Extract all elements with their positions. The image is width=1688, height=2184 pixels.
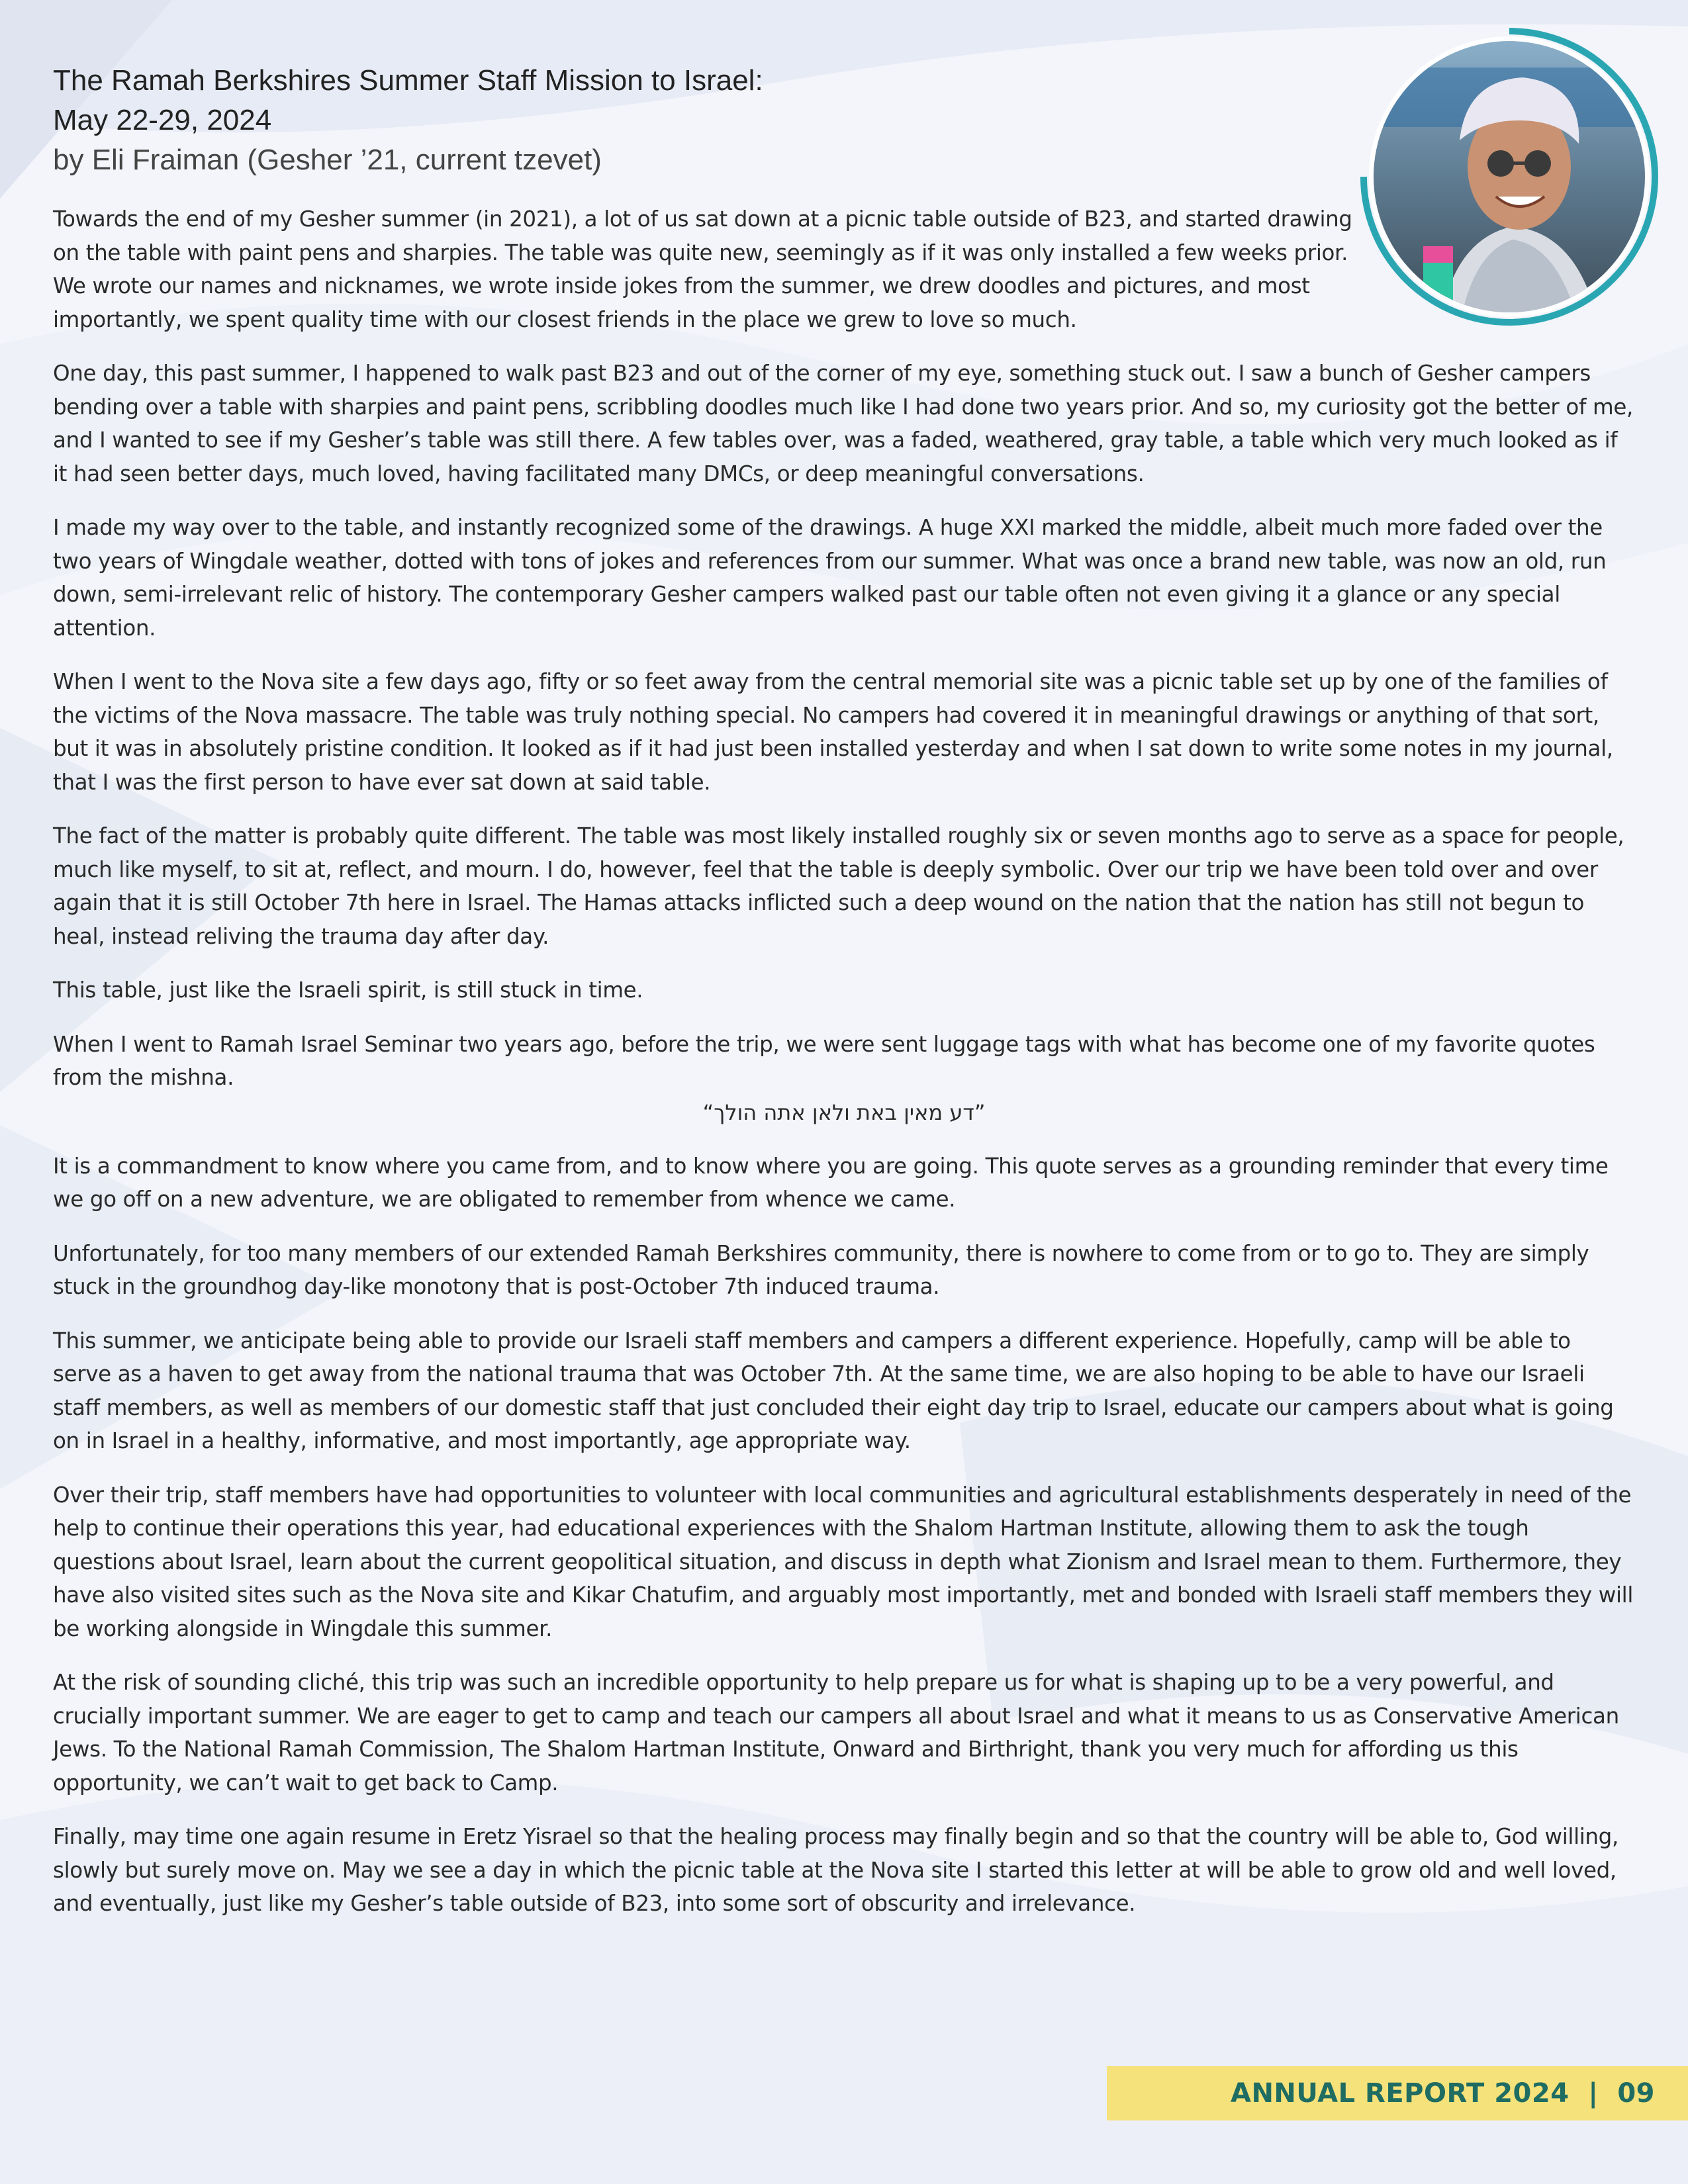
paragraph-1: Towards the end of my Gesher summer (in 2021), a lot of us sat down at a picnic table outside of B23, and started drawing on the table with paint pens and sharpies. The table was quite new, seemingly as if it was only installed a few weeks prior. We wrote our names and nicknames, we wrote inside jokes from the summer, we drew doodles and pictures, and most importantly, we spent quality time with our closest friends in the place we grew to love so much. (53, 206, 1352, 332)
footer-bar (1107, 2066, 1688, 2120)
paragraph-2: One day, this past summer, I happened to walk past B23 and out of the corner of my eye, something stuck out. I saw a bunch of Gesher campers bending over a table with sharpies and paint pens, scribbling doodles much like I had done two years prior. And so, my curiosity got the better of me, and I wanted to see if my Gesher’s table was still there. A few tables over, was a faded, weathered, gray table, a table which very much looked as if it had seen better days, much loved, having facilitated many DMCs, or deep meaningful conversations. (53, 361, 1633, 486)
paragraph-10: This summer, we anticipate being able to provide our Israeli staff members and campers a different experience. Hopefully, camp will be able to serve as a haven to get away from the national trauma that was October 7th. At the same time, we are also hoping to be able to have our Israeli staff members, as well as members of our domestic staff that just concluded their eight day trip to Israel, educate our campers about what is going on in Israel in a healthy, informative, and most importantly, age appropriate way. (53, 1328, 1614, 1453)
paragraph-11: Over their trip, staff members have had opportunities to volunteer with local communities and agricultural establishments desperately in need of the help to continue their operations this year, had educational experiences with the Shalom Hartman Institute, allowing them to ask the tough questions about Israel, learn about the current geopolitical situation, and discuss in depth what Zionism and Israel mean to them. Furthermore, they have also visited sites such as the Nova site and Kikar Chatufim, and arguably most importantly, met and bonded with Israeli staff members they will be working alongside in Wingdale this summer. (53, 1482, 1634, 1641)
paragraph-3: I made my way over to the table, and instantly recognized some of the drawings. A huge XXI marked the middle, albeit much more faded over the two years of Wingdale weather, dotted with tons of jokes and references from our summer. What was once a brand new table, was now an old, run down, semi-irrelevant relic of history. The contemporary Gesher campers walked past our table often not even giving it a glance or any special attention. (53, 515, 1607, 641)
paragraph-12: At the risk of sounding cliché, this trip was such an incredible opportunity to help prepare us for what is shaping up to be a very powerful, and crucially important summer. We are eager to get to camp and teach our campers all about Israel and what it means to us as Conservative American Jews. To the National Ramah Commission, The Shalom Hartman Institute, Onward and Birthright, thank you very much for affording us this opportunity, we can’t wait to get back to Camp. (53, 1670, 1619, 1796)
author-photo (1360, 28, 1658, 326)
paragraph-4: When I went to the Nova site a few days ago, fifty or so feet away from the central memorial site was a picnic table set up by one of the families of the victims of the Nova massacre. The table was truly nothing special. No campers had covered it in meaningful drawings or anything of that sort, but it was in absolutely pristine condition. It looked as if it had just been installed yesterday and when I sat down to write some notes in my journal, that I was the first person to have ever sat down at said table. (53, 669, 1613, 795)
author-byline: by Eli Fraiman (Gesher ’21, current tzevet) (53, 144, 602, 176)
paragraph-5: The fact of the matter is probably quite different. The table was most likely installed roughly six or seven months ago to serve as a space for people, much like myself, to sit at, reflect, and mourn. I do, however, feel that the table is deeply symbolic. Over our trip we have been told over and over again that it is still October 7th here in Israel. The Hamas attacks inflicted such a deep wound on the nation that the nation has still not begun to heal, instead reliving the trauma day after day. (53, 823, 1624, 949)
title-line-2: May 22-29, 2024 (53, 104, 272, 136)
article (53, 61, 1635, 1941)
paragraph-6: This table, just like the Israeli spirit, is still stuck in time. (53, 978, 643, 1003)
paragraph-13: Finally, may time one again resume in Eretz Yisrael so that the healing process may finally begin and so that the country will be able to, God willing, slowly but surely move on. May we see a day in which the picnic table at the Nova site I started this letter at will be able to grow old and well loved, and eventually, just like my Gesher’s table outside of B23, into some sort of obscurity and irrelevance. (53, 1824, 1618, 1916)
title-line-1: The Ramah Berkshires Summer Staff Mission to Israel: (53, 64, 763, 97)
paragraph-9: Unfortunately, for too many members of our extended Ramah Berkshires community, there is nowhere to come from or to go to. They are simply stuck in the groundhog day-like monotony that is post-October 7th induced trauma. (53, 1240, 1589, 1299)
paragraph-8: It is a commandment to know where you came from, and to know where you are going. This quote serves as a grounding reminder that every time we go off on a new adventure, we are obligated to remember from whence we came. (53, 1153, 1609, 1212)
footer-label: ANNUAL REPORT 2024 | 09 (1231, 2078, 1655, 2109)
paragraph-7: When I went to Ramah Israel Seminar two years ago, before the trip, we were sent luggage tags with what has become one of my favorite quotes from the mishna. (53, 1031, 1595, 1090)
hebrew-quote: ”דע מאין באת ולאן אתה הולך“ (702, 1099, 986, 1125)
